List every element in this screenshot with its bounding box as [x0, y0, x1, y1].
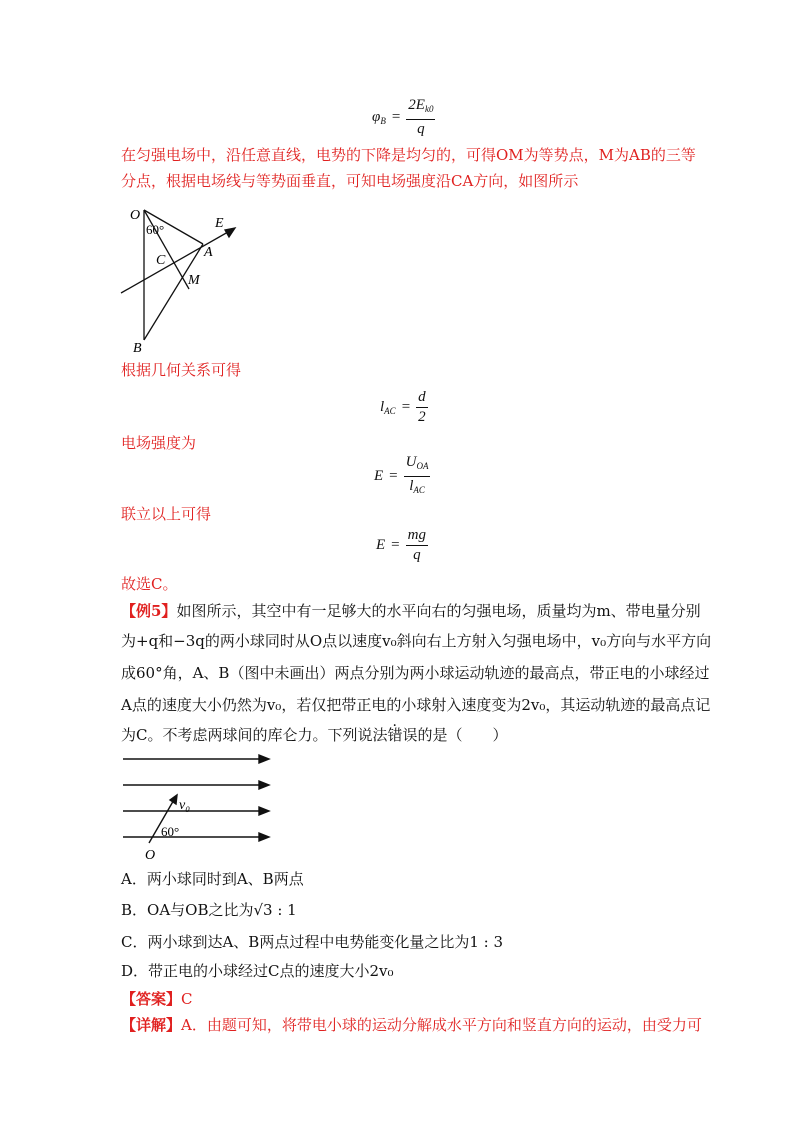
choice-text: 故选C。 — [121, 575, 178, 593]
formula-E-mg: E = $\frac{mg}{q}$ — [376, 527, 426, 563]
example-tag: 【例5】 — [121, 602, 177, 620]
fig2-label-v0: v₀ — [179, 798, 191, 813]
emphasis-wrong: 错误 — [387, 726, 418, 744]
formula-E-UOA: E = $\frac{U_{OA}}{l_{AC}}$ — [374, 454, 429, 495]
formula-phi-b: $\varphi_B$ = $\frac{2E_{k0}}{q}$ — [372, 97, 434, 137]
option-d: D．带正电的小球经过C点的速度大小2v₀ — [121, 962, 394, 980]
field-geometry-figure — [115, 200, 245, 355]
analysis-line-2: 分点，根据电场线与等势面垂直，可知电场强度沿CA方向，如图所示 — [121, 172, 579, 190]
field-strength-text: 电场强度为 — [121, 434, 197, 452]
fig1-label-O: O — [130, 208, 141, 223]
example-line-3: 成60°角，A、B（图中未画出）两点分别为两小球运动轨迹的最高点，带正电的小球经过 — [121, 664, 710, 682]
option-b: B．OA与OB之比为√3 : 1 — [121, 901, 297, 919]
fig1-label-M: M — [188, 273, 200, 288]
answer-line — [121, 988, 193, 1010]
field-arrows-figure — [115, 750, 275, 865]
field-arrowhead — [225, 228, 235, 237]
fig1-label-B: B — [133, 341, 142, 355]
option-a: A．两小球同时到A、B两点 — [121, 870, 304, 888]
detail-tag: 【详解】 — [121, 1016, 182, 1034]
fig1-label-A: A — [204, 245, 213, 260]
example-line-4: A点的速度大小仍然为v₀，若仅把带正电的小球射入速度变为2v₀，其运动轨迹的最高点记 — [121, 696, 711, 714]
formula-l-ac: $l_{AC}$ = $\frac{d}{2}$ — [380, 389, 426, 425]
example-line-5: 为C。不考虑两球间的库仑力。下列说法错误的是（ ） — [121, 726, 508, 744]
fig1-label-angle: 60° — [146, 222, 165, 237]
geometry-text: 根据几何关系可得 — [121, 361, 242, 379]
fig2-label-O: O — [145, 848, 156, 863]
field-line-E — [121, 228, 235, 293]
fig2-label-angle: 60° — [161, 824, 180, 839]
example-line-1: 【例5】如图所示，其空中有一足够大的水平向右的匀强电场，质量均为m、带电量分别 — [121, 602, 701, 620]
combine-text: 联立以上可得 — [121, 505, 212, 523]
fig1-label-C: C — [156, 253, 166, 268]
answer-value: C — [181, 990, 193, 1008]
fig1-label-E: E — [215, 216, 224, 231]
detail-line: 【详解】A．由题可知，将带电小球的运动分解成水平方向和竖直方向的运动，由受力可 — [121, 1016, 702, 1034]
line-AB — [144, 244, 203, 340]
option-c: C．两小球到达A、B两点过程中电势能变化量之比为1 : 3 — [121, 933, 504, 951]
answer-tag: 【答案】 — [121, 990, 182, 1008]
analysis-line-1: 在匀强电场中，沿任意直线，电势的下降是均匀的，可得OM为等势点，M为AB的三等 — [121, 146, 696, 164]
example-line-2: 为+q和−3q的两小球同时从O点以速度v₀斜向右上方射入匀强电场中，v₀方向与水平方向 — [121, 632, 712, 650]
